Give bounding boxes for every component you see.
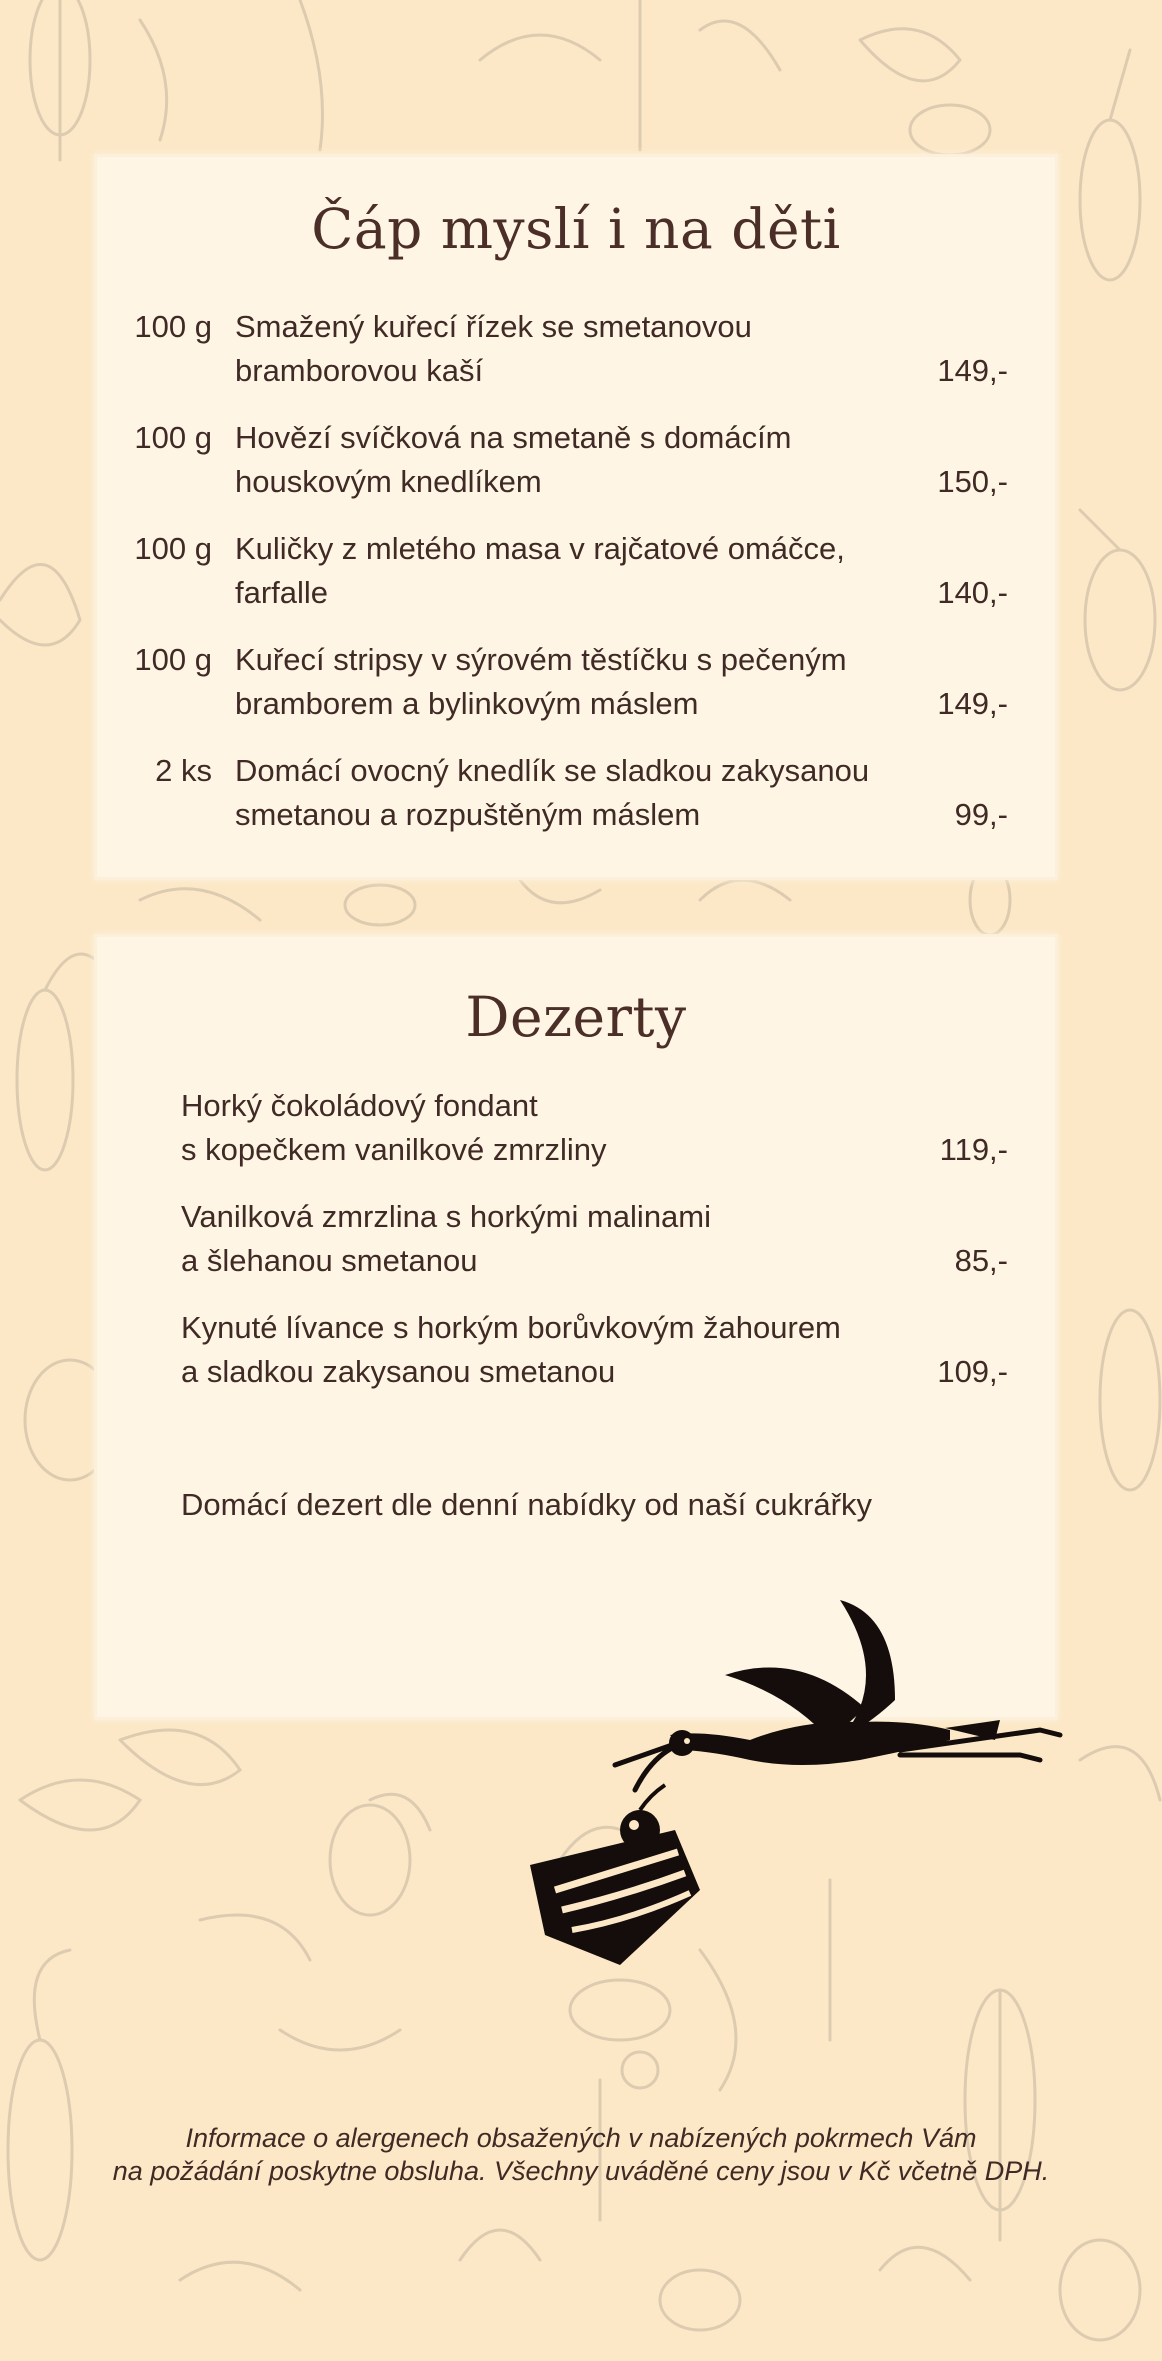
item-price: 150,- (937, 464, 1008, 499)
item-name: Horký čokoládový fondant s kopečkem vanilkové zmrzliny (181, 1088, 607, 1167)
item-name: Smažený kuřecí řízek se smetanovou bramborovou kaší (235, 309, 752, 388)
item-name: Kynuté lívance s horkým borůvkovým žahourem a sladkou zakysanou smetanou (181, 1310, 841, 1389)
item-price: 119,- (939, 1132, 1008, 1167)
item-price: 109,- (937, 1354, 1008, 1389)
item-price: 149,- (937, 353, 1008, 388)
kids-menu-title: Čáp myslí i na děti (311, 197, 841, 261)
item-price: 149,- (937, 686, 1008, 721)
item-price: 140,- (937, 575, 1008, 610)
kids-menu-panel (97, 157, 1055, 877)
daily-dessert-note: Domácí dezert dle denní nabídky od naší cukrářky (181, 1487, 872, 1522)
item-quantity: 2 ks (155, 753, 212, 788)
item-name: Kuličky z mletého masa v rajčatové omáčce, farfalle (235, 531, 845, 610)
item-name: Kuřecí stripsy v sýrovém těstíčku s pečeným bramborem a bylinkovým máslem (235, 642, 847, 721)
item-name: Vanilková zmrzlina s horkými malinami a šlehanou smetanou (181, 1199, 712, 1278)
item-quantity: 100 g (134, 309, 212, 344)
allergen-info-footer: Informace o alergenech obsažených v nabízených pokrmech Vám na požádání poskytne obsluha. Všechny uváděné ceny jsou v Kč včetně DPH. (112, 2123, 1050, 2186)
stork-with-cake-icon (500, 1590, 1070, 1980)
item-quantity: 100 g (134, 420, 212, 455)
item-quantity: 100 g (134, 642, 212, 677)
item-name: Hovězí svíčková na smetaně s domácím houskovým knedlíkem (235, 420, 792, 499)
desserts-title: Dezerty (465, 985, 687, 1049)
item-price: 99,- (954, 797, 1008, 832)
item-price: 85,- (954, 1243, 1008, 1278)
item-name: Domácí ovocný knedlík se sladkou zakysanou smetanou a rozpuštěným máslem (235, 753, 870, 832)
item-quantity: 100 g (134, 531, 212, 566)
